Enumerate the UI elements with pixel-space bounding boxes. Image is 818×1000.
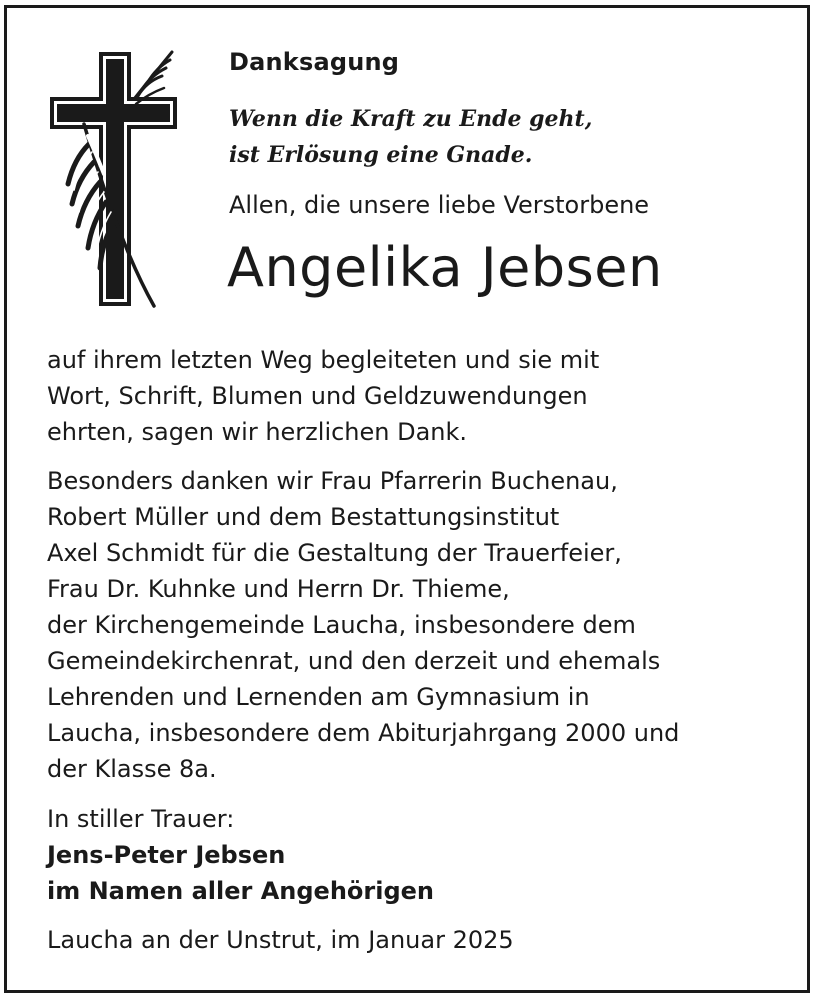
signatory-name: Jens-Peter Jebsen [47, 841, 286, 869]
cross-with-palm-branch-icon [44, 44, 179, 309]
text-line: der Klasse 8a. [47, 755, 217, 783]
text-line: Robert Müller und dem Bestattungsinstitut [47, 503, 560, 531]
text-line: Lehrenden und Lernenden am Gymnasium in [47, 683, 590, 711]
special-thanks-paragraph [47, 463, 679, 787]
text-line: auf ihrem letzten Weg begleiteten und sie mit [47, 346, 600, 374]
deceased-name: Angelika Jebsen [227, 236, 663, 299]
notice-title: Danksagung [229, 48, 400, 76]
text-line: Wort, Schrift, Blumen und Geldzuwendungen [47, 382, 588, 410]
signature-block [47, 801, 434, 909]
text-line: Frau Dr. Kuhnke und Herrn Dr. Thieme, [47, 575, 510, 603]
text-line: Gemeindekirchenrat, und den derzeit und ehemals [47, 647, 661, 675]
place-date: Laucha an der Unstrut, im Januar 2025 [47, 926, 514, 954]
thanks-paragraph [47, 342, 599, 450]
text-line: der Kirchengemeinde Laucha, insbesondere dem [47, 611, 636, 639]
mourning-label: In stiller Trauer: [47, 805, 235, 833]
text-line: Besonders danken wir Frau Pfarrerin Buchenau, [47, 467, 618, 495]
text-line: Laucha, insbesondere dem Abiturjahrgang 2000 und [47, 719, 680, 747]
text-line: Axel Schmidt für die Gestaltung der Trauerfeier, [47, 539, 622, 567]
motto-line: Wenn die Kraft zu Ende geht, [229, 106, 593, 132]
signatory-note: im Namen aller Angehörigen [47, 877, 435, 905]
text-line: ehrten, sagen wir herzlichen Dank. [47, 418, 468, 446]
motto-quote [229, 101, 592, 173]
motto-line: ist Erlösung eine Gnade. [229, 142, 533, 168]
intro-text: Allen, die unsere liebe Verstorbene [229, 191, 650, 219]
